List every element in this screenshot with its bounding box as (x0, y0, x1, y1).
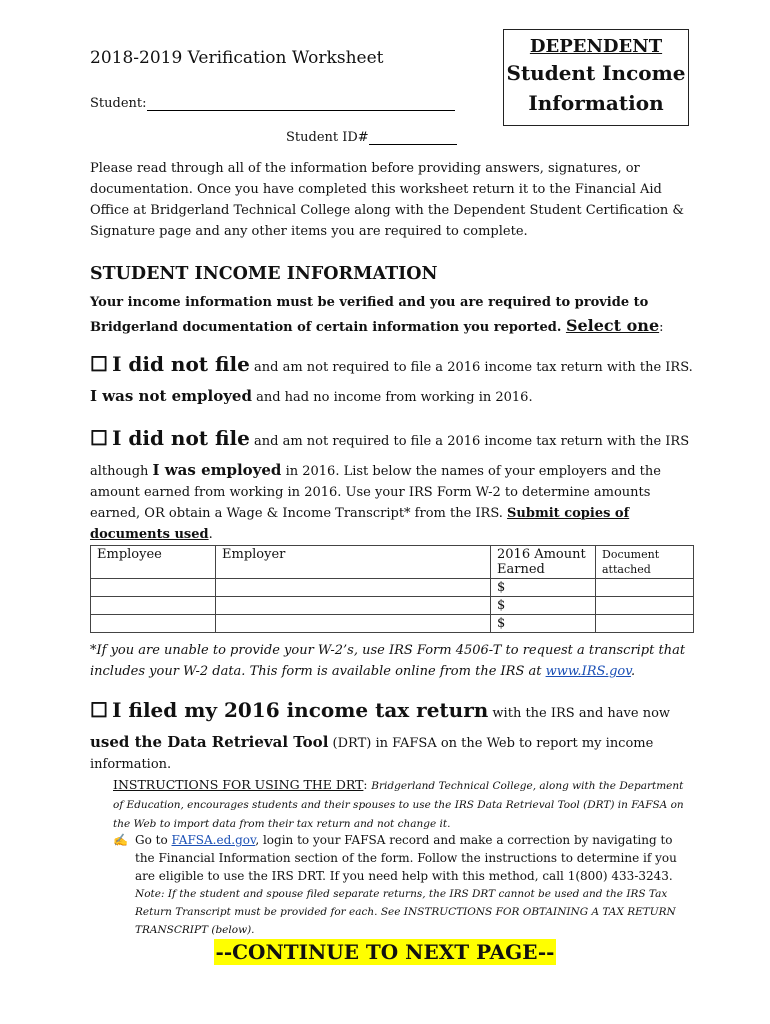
table-row (91, 579, 694, 597)
cell-amount[interactable]: $ (491, 579, 596, 597)
option1-line2-rest: and had no income from working in 2016. (251, 390, 533, 405)
cell-employer[interactable] (216, 597, 491, 615)
badge-line3: Information (528, 91, 664, 115)
option2-b1: although (90, 464, 153, 479)
fafsa-link[interactable]: FAFSA.ed.gov (171, 833, 256, 847)
cell-amount[interactable]: $ (491, 597, 596, 615)
header-amount: 2016 Amount Earned (491, 546, 596, 579)
w2-note (90, 640, 700, 682)
option2-end: . (208, 527, 213, 542)
student-name-field[interactable] (147, 96, 455, 111)
irs-link[interactable]: www.IRS.gov (545, 664, 632, 679)
badge-line2: Student Income (506, 61, 686, 85)
hand-pointer-icon: ✍ (113, 833, 128, 847)
note-end: . (631, 664, 636, 679)
select-one-label: Select one (565, 316, 660, 335)
option-filed-drt (90, 698, 670, 722)
option-not-filed-not-employed (90, 352, 693, 376)
option2-lead: I did not file (112, 426, 250, 450)
badge-line1: DEPENDENT (529, 36, 663, 57)
option3-rest: with the IRS and have now (488, 706, 671, 721)
option2-b2: in 2016. List below the names of your employers and the amount earned from working in 2016. Use your IRS Form W-2 to determine amounts earned, OR obtain a Wage & Income Transcript* from the IRS. (90, 464, 661, 521)
student-id-label: Student ID# (286, 130, 369, 145)
instructions-heading: INSTRUCTIONS FOR USING THE DRT (113, 777, 364, 792)
option2-submit-copies: Submit copies of documents used (90, 506, 630, 542)
bullet-text: , login to your FAFSA record and make a correction by navigating to the Financial Information section of the form. Follow the instructions to determine if you are eligible to use the IRS DRT. If you need help with this method, call 1(800) 433-3243. (135, 833, 677, 883)
select-colon: : (659, 320, 664, 335)
page-title: 2018-2019 Verification Worksheet (90, 48, 384, 68)
drt-instructions (113, 776, 693, 833)
continue-banner (0, 940, 770, 964)
cell-amount[interactable]: $ (491, 615, 596, 633)
checkbox-option3[interactable]: ☐ (90, 698, 108, 722)
option2-body (90, 460, 690, 545)
instructions-text: Bridgerland Technical College, along with the Department of Education, encourages students and their spouses to use the IRS Data Retrieval Tool (DRT) in FAFSA on the Web to import data from their tax return and not change it. (113, 780, 684, 830)
header-employer: Employer (216, 546, 491, 579)
option1-line2-bold: I was not employed (90, 387, 252, 405)
student-id-field[interactable] (369, 130, 457, 145)
cell-employer[interactable] (216, 579, 491, 597)
section-heading: STUDENT INCOME INFORMATION (90, 264, 438, 284)
note-text: *If you are unable to provide your W-2’s, use IRS Form 4506-T to request a transcript that includes your W-2 data. This form is available online from the IRS at (90, 643, 686, 679)
checkbox-option2[interactable]: ☐ (90, 426, 108, 450)
employer-table (90, 545, 694, 633)
cell-employee[interactable] (91, 579, 216, 597)
header-employee: Employee (91, 546, 216, 579)
cell-employee[interactable] (91, 615, 216, 633)
cell-employee[interactable] (91, 597, 216, 615)
header-document: Document attached (596, 546, 694, 579)
option3-lead: I filed my 2016 income tax return (112, 698, 489, 722)
bullet-body (135, 831, 693, 939)
student-id-row (286, 130, 457, 145)
fafsa-bullet (113, 831, 693, 939)
continue-text: --CONTINUE TO NEXT PAGE-- (215, 940, 555, 964)
student-name-row (90, 96, 455, 111)
option-not-filed-employed (90, 426, 689, 450)
bullet-note: Note: If the student and spouse filed separate returns, the IRS DRT cannot be used and the IRS Tax Return Transcript must be provided for each. See INSTRUCTIONS FOR OBTAINING A TAX RETURN TRANSCRIPT (below). (135, 888, 676, 936)
option3-line2-rest: (DRT) in FAFSA on the Web to report my income information. (90, 736, 654, 772)
table-row (91, 597, 694, 615)
option3-line2-bold: used the Data Retrieval Tool (90, 733, 329, 751)
cell-document[interactable] (596, 597, 694, 615)
option1-rest: and am not required to file a 2016 income tax return with the IRS. (249, 360, 693, 375)
option1-lead: I did not file (112, 352, 250, 376)
intro-paragraph: Please read through all of the information before providing answers, signatures, or documentation. Once you have completed this worksheet return it to the Financial Aid Office at Bridgerland Technical College along with the Dependent Student Certification & Signature page and any other items you are required to complete. (90, 161, 684, 239)
dependent-badge (503, 29, 689, 126)
subheading-text: Your income information must be verified and you are required to provide to Bridgerland documentation of certain information you reported. (90, 295, 649, 335)
option3-line2 (90, 732, 690, 775)
table-row (91, 615, 694, 633)
table-header-row (91, 546, 694, 579)
bullet-pre: Go to (135, 833, 172, 847)
option2-rest: and am not required to file a 2016 income tax return with the IRS (249, 434, 690, 449)
option1-line2 (90, 387, 533, 405)
option2-employed: I was employed (152, 461, 282, 479)
instructions-colon: : (363, 778, 372, 792)
cell-document[interactable] (596, 615, 694, 633)
student-label: Student: (90, 96, 147, 111)
section-subheading (90, 291, 700, 339)
cell-employer[interactable] (216, 615, 491, 633)
checkbox-option1[interactable]: ☐ (90, 352, 108, 376)
cell-document[interactable] (596, 579, 694, 597)
